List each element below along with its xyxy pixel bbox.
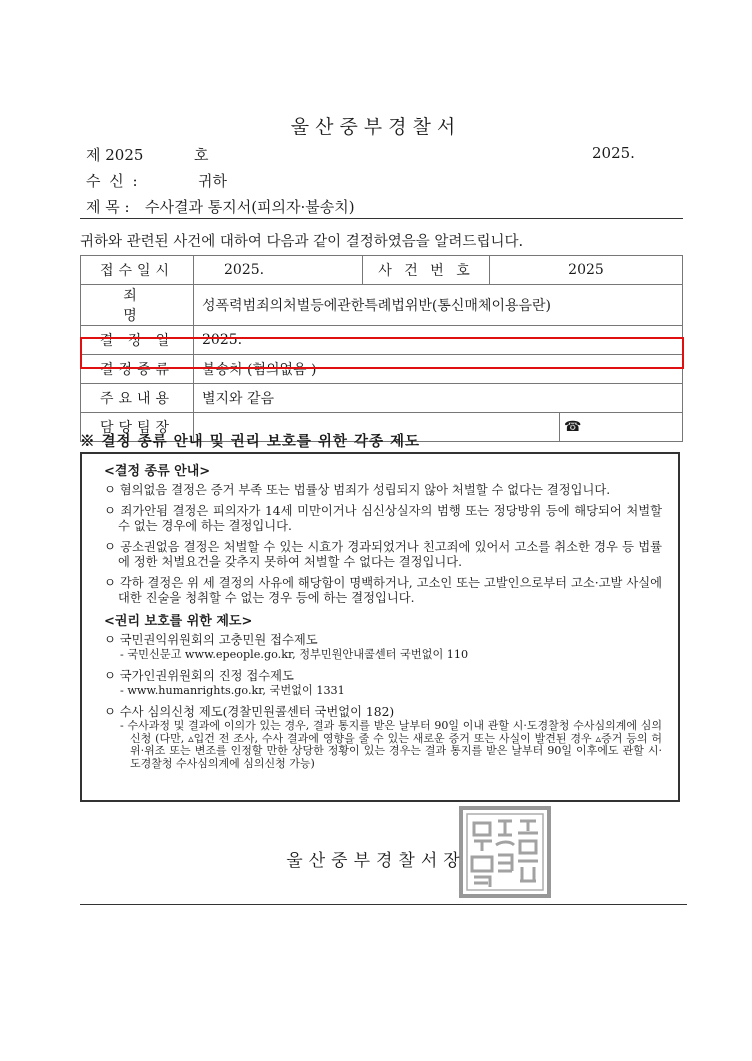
official-seal-icon bbox=[458, 805, 552, 899]
rights-item-sub: - 국민신문고 www.epeople.go.kr, 정부민원안내콜센터 국번없이 110 bbox=[120, 648, 469, 661]
rights-item-title: ㅇ 국가인권위원회의 진정 접수제도 bbox=[104, 669, 294, 683]
main-content-value: 별지와 같음 bbox=[194, 384, 683, 413]
issuer-name: 울산중부경찰서장 bbox=[286, 851, 466, 871]
doc-date: 2025. bbox=[592, 144, 635, 162]
decision-type-label: 결정종류 bbox=[81, 355, 194, 384]
rights-item-title: ㅇ 수사 심의신청 제도(경찰민원콜센터 국번없이 182) bbox=[104, 705, 395, 719]
subject-label: 제 목 : bbox=[86, 198, 130, 216]
document-title: 울산중부경찰서 bbox=[290, 116, 462, 138]
table-row bbox=[81, 256, 683, 285]
decision-item-no-prosecution-right: ㅇ 공소권없음 결정은 처벌할 수 있는 시효가 경과되었거나 친고죄에 있어서 고소를 취소한 경우 등 법률에 정한 처벌요건을 갖추지 못하여 처벌할 수 없다는 결정입니다. bbox=[104, 540, 662, 569]
decision-type-highlight bbox=[80, 337, 684, 369]
case-number-label: 사 건 번 호 bbox=[363, 256, 490, 285]
rights-item-sub: - 수사과정 및 결과에 이의가 있는 경우, 결과 통지를 받은 날부터 90일 이내 관할 시·도경찰청 수사심의계에 심의신청 (다만, ▵입건 전 조사, 수사 결과에 영향을 줄 수 있는 새로운 증거 또는 사실이 발견된 경우 ▵증거 등의 허위·위조 또는 변조를 인정할 만한 상당한 정황이 있는 경우는 결과 통지를 받은 날부터 90일 이후에도 관할 시·도경찰청 수사심의계에 심의신청 가능) bbox=[120, 719, 662, 770]
decision-item-dismissal: ㅇ 각하 결정은 위 세 결정의 사유에 해당함이 명백하거나, 고소인 또는 고발인으로부터 고소·고발 사실에 대한 진술을 청취할 수 없는 경우 등에 하는 결정입니다. bbox=[104, 576, 662, 605]
decision-item-no-crime: ㅇ 죄가안됨 결정은 피의자가 14세 미만이거나 심신상실자의 범행 또는 정당방위 등에 해당되어 처벌할 수 없는 경우에 하는 결정입니다. bbox=[104, 504, 662, 533]
doc-number-prefix: 제 2025 bbox=[86, 146, 144, 164]
phone-icon: ☎ bbox=[564, 419, 582, 435]
case-number-value: 2025 bbox=[490, 256, 683, 285]
decision-item-no-suspicion: ㅇ 혐의없음 결정은 증거 부족 또는 법률상 범죄가 성립되지 않아 처벌할 수 없다는 결정입니다. bbox=[104, 483, 611, 497]
intro-text: 귀하와 관련된 사건에 대하여 다음과 같이 결정하였음을 알려드립니다. bbox=[80, 234, 524, 250]
table-row bbox=[81, 384, 683, 413]
decision-guide-heading: <결정 종류 안내> bbox=[104, 464, 211, 479]
table-row bbox=[81, 285, 683, 326]
recipient-value: 귀하 bbox=[198, 172, 227, 190]
notice-heading: ※ 결정 종류 안내 및 권리 보호를 위한 각종 제도 bbox=[80, 433, 421, 450]
rights-item-sub: - www.humanrights.go.kr, 국번없이 1331 bbox=[120, 684, 345, 697]
notice-box bbox=[80, 452, 680, 802]
crime-value: 성폭력범죄의처벌등에관한특례법위반(통신매체이용음란) bbox=[194, 285, 683, 326]
receipt-date-value: 2025. bbox=[194, 256, 363, 285]
rights-item-title: ㅇ 국민권익위원회의 고충민원 접수제도 bbox=[104, 633, 318, 647]
receipt-date-label: 접수일시 bbox=[81, 256, 194, 285]
main-content-label: 주요내용 bbox=[81, 384, 194, 413]
header-rule bbox=[80, 218, 683, 219]
decision-type-value: 불송치 (혐의없음 ) bbox=[194, 355, 683, 384]
team-leader-label: 담당팀장 bbox=[81, 413, 194, 442]
rights-heading: <권리 보호를 위한 제도> bbox=[104, 614, 253, 629]
footer-rule bbox=[80, 904, 687, 905]
decision-date-value: 2025. bbox=[194, 326, 683, 355]
subject-value: 수사결과 통지서(피의자·불송치) bbox=[145, 198, 355, 216]
recipient-label: 수 신 : bbox=[86, 172, 140, 190]
doc-number-suffix: 호 bbox=[194, 146, 209, 164]
crime-label: 죄 명 bbox=[81, 285, 194, 326]
decision-date-label: 결 정 일 bbox=[81, 326, 194, 355]
